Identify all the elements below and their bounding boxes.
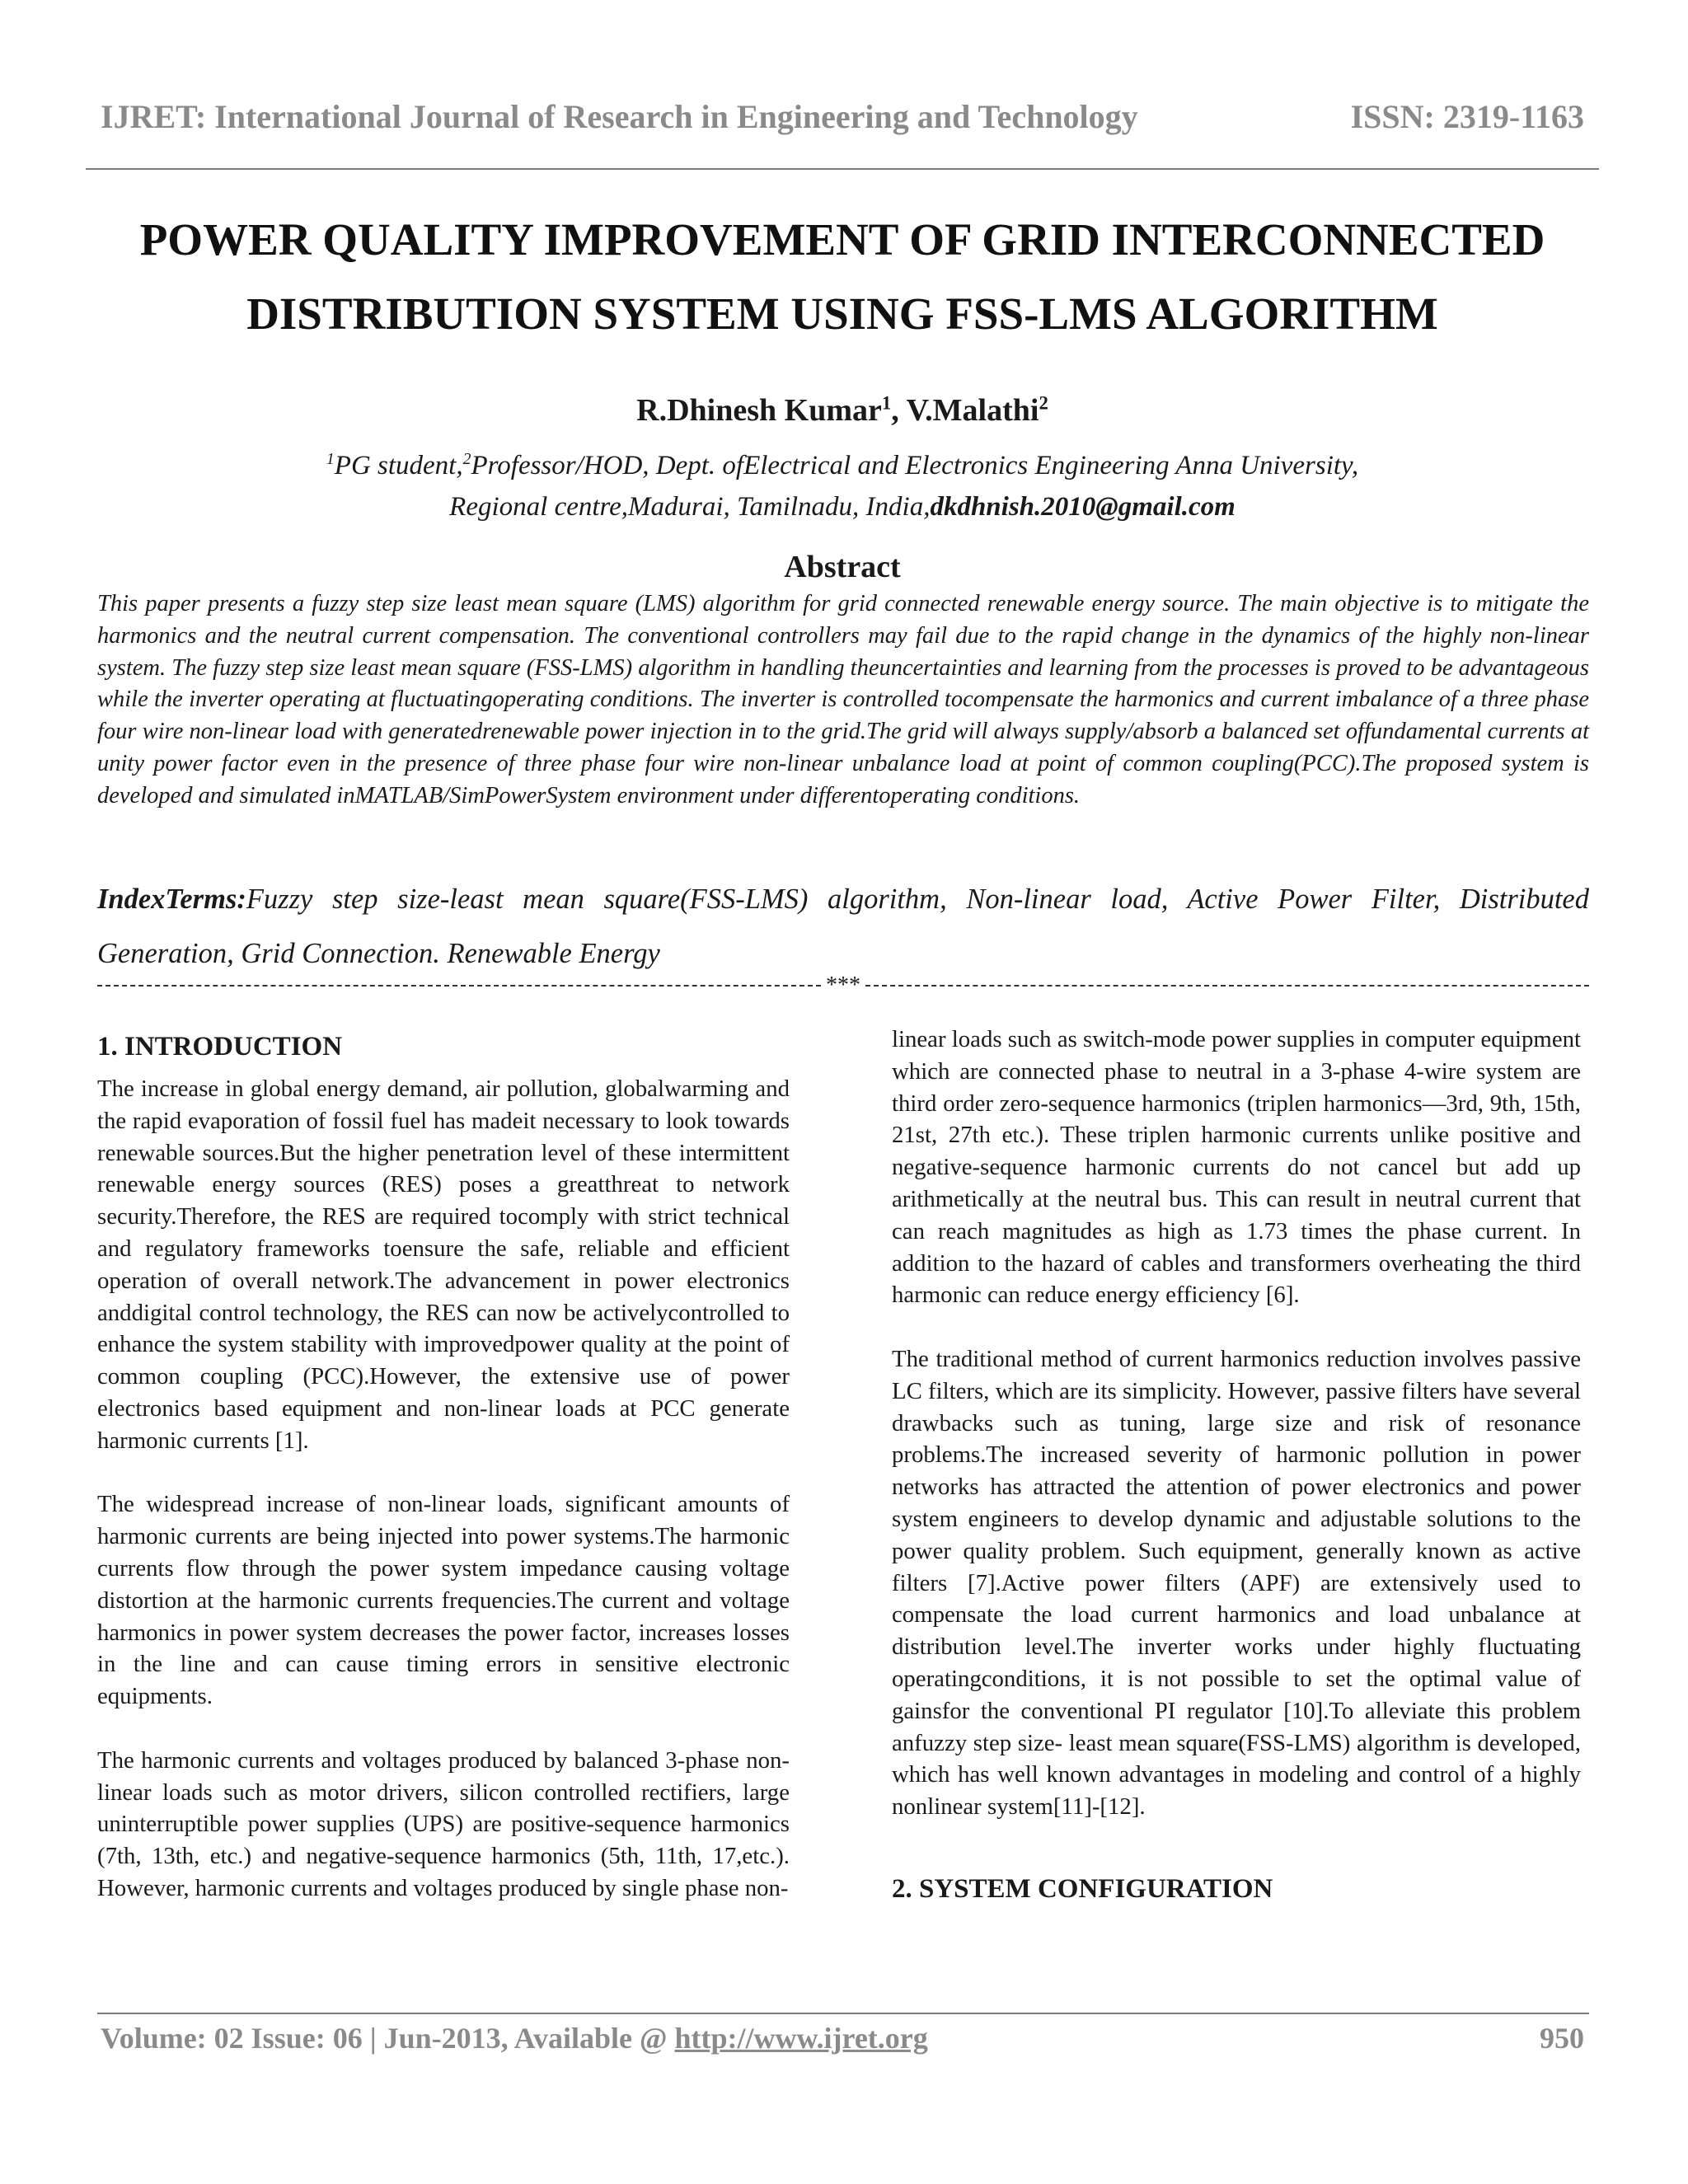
header-rule [86, 168, 1599, 170]
intro-paragraph-3: The harmonic currents and voltages produced by balanced 3-phase non-linear loads such as motor drivers, silicon controlled rectifiers, large uninterruptible power supplies (UPS) are positive-sequence harmonics (7th, 13th, etc.) and negative-sequence harmonics (5th, 11th, 17,etc.). However, harmonic currents and voltages produced by single phase non- [97, 1746, 790, 1901]
separator-dashes-right [865, 985, 1589, 987]
index-terms-label: IndexTerms: [97, 883, 246, 915]
intro-paragraph-4: linear loads such as switch-mode power supplies in computer equipment which are connected phase to neutral in a 3-phase 4-wire system are third order zero-sequence harmonics (triplen harmonics—3rd, 9th, 15th, 21st, 27th etc.). These triplen harmonic currents unlike positive and negative-sequence harmonic currents do not cancel but add up arithmetically at the neutral bus. This can result in neutral current that can reach magnitudes as high as 1.73 times the phase current. In addition to the hazard of cables and transformers overheating the third harmonic can reduce energy efficiency [6]. [892, 1026, 1581, 1309]
page-number: 950 [1540, 2022, 1584, 2055]
section-2-heading: 2. SYSTEM CONFIGURATION [892, 1873, 1273, 1904]
affil-mark-2: 2 [462, 450, 471, 468]
footer-volume [101, 2021, 928, 2055]
author-1: R.Dhinesh Kumar [636, 393, 882, 428]
journal-name: IJRET: International Journal of Research in Engineering and Technology [101, 98, 1138, 135]
running-header [101, 97, 1584, 136]
affiliation [86, 445, 1599, 527]
intro-paragraph-2: The widespread increase of non-linear loads, significant amounts of harmonic currents are being injected into power systems.The harmonic currents flow through the power system impedance causing voltage distortion at the harmonic currents frequencies.The current and voltage harmonics in power system decreases the power factor, increases losses in the line and can cause timing errors in sensitive electronic equipments. [97, 1491, 790, 1710]
running-footer [101, 2021, 1584, 2055]
affiliation-line-1 [86, 445, 1599, 486]
affiliation-line-2 [86, 486, 1599, 527]
section-separator [97, 972, 1589, 998]
abstract-body: This paper presents a fuzzy step size least mean square (LMS) algorithm for grid connected renewable energy source. The main objective is to mitigate the harmonics and the neutral current compensation. The conventional controllers may fail due to the rapid change in the dynamics of the highly non-linear system. The fuzzy step size least mean square (FSS-LMS) algorithm in handling theuncertainties and learning from the processes is proved to be advantageous while the inverter operating at fluctuatingoperating conditions. The inverter is controlled tocompensate the harmonics and current imbalance of a three phase four wire non-linear load with generatedrenewable power injection in to the grid.The grid will always supply/absorb a balanced set offundamental currents at unity power factor even in the presence of three phase four wire non-linear unbalance load at point of common coupling(PCC).The proposed system is developed and simulated inMATLAB/SimPowerSystem environment under differentoperating conditions. [97, 591, 1589, 808]
author-2: V.Malathi [906, 393, 1039, 428]
journal-website-link[interactable]: http://www.ijret.org [674, 2022, 928, 2055]
footer-rule [97, 2013, 1589, 2014]
author-list [86, 391, 1599, 430]
affil-location: Regional centre,Madurai, Tamilnadu, India, [449, 492, 931, 522]
paper-title [86, 203, 1599, 351]
title-line-1: POWER QUALITY IMPROVEMENT OF GRID INTERCONNECTED [139, 214, 1545, 265]
section-1-heading: 1. INTRODUCTION [97, 1032, 343, 1062]
footer-volume-text: Volume: 02 Issue: 06 | Jun-2013, Available @ [101, 2022, 675, 2055]
separator-dashes-left [97, 985, 821, 987]
author-email: dkdhnish.2010@gmail.com [930, 492, 1236, 522]
author-1-affil-mark: 1 [881, 392, 892, 414]
abstract-heading: Abstract [784, 550, 901, 584]
affil-mark-1: 1 [326, 450, 335, 468]
intro-paragraph-5: The traditional method of current harmonics reduction involves passive LC filters, which are its simplicity. However, passive filters have several drawbacks such as tuning, large size and risk of resonance problems.The increased severity of harmonic pollution in power networks has attracted the attention of power electronics and power system engineers to develop dynamic and adjustable solutions to the power quality problem. Such equipment, generally known as active filters [7].Active power filters (APF) are extensively used to compensate the load current harmonics and load unbalance at distribution level.The inverter works under highly fluctuating operatingconditions, it is not possible to set the optimal value of gainsfor the conventional PI regulator [10].To alleviate this problem anfuzzy step size- least mean square(FSS-LMS) algorithm is developed, which has well known advantages in modeling and control of a highly nonlinear system[11]-[12]. [892, 1345, 1581, 1821]
author-2-affil-mark: 2 [1039, 392, 1048, 414]
separator-stars: *** [826, 972, 860, 998]
intro-paragraph-1: The increase in global energy demand, air pollution, globalwarming and the rapid evaporation of fossil fuel has madeit necessary to look towards renewable sources.But the higher penetration level of these intermittent renewable energy sources (RES) poses a greatthreat to network security.Therefore, the RES are required tocomply with strict technical and regulatory frameworks toensure the safe, reliable and efficient operation of overall network.The advancement in power electronics anddigital control technology, the RES can now be activelycontrolled to enhance the system stability with improvedpower quality at the point of common coupling (PCC).However, the extensive use of power electronics based equipment and non-linear loads at PCC generate harmonic currents [1]. [97, 1076, 790, 1454]
index-terms [97, 872, 1589, 981]
left-column [97, 1027, 790, 1937]
affil-role-2: Professor/HOD, Dept. ofElectrical and Electronics Engineering Anna University, [471, 451, 1359, 480]
title-line-2: DISTRIBUTION SYSTEM USING FSS-LMS ALGORITHM [246, 288, 1438, 339]
issn: ISSN: 2319-1163 [1350, 98, 1584, 135]
index-terms-text: Fuzzy step size-least mean square(FSS-LMS) algorithm, Non-linear load, Active Power Filter, Distributed Generation, Grid Connection. Renewable Energy [97, 883, 1589, 969]
affil-role-1: PG student, [334, 451, 463, 480]
author-separator: , [891, 393, 907, 428]
right-column [892, 1024, 1581, 1915]
